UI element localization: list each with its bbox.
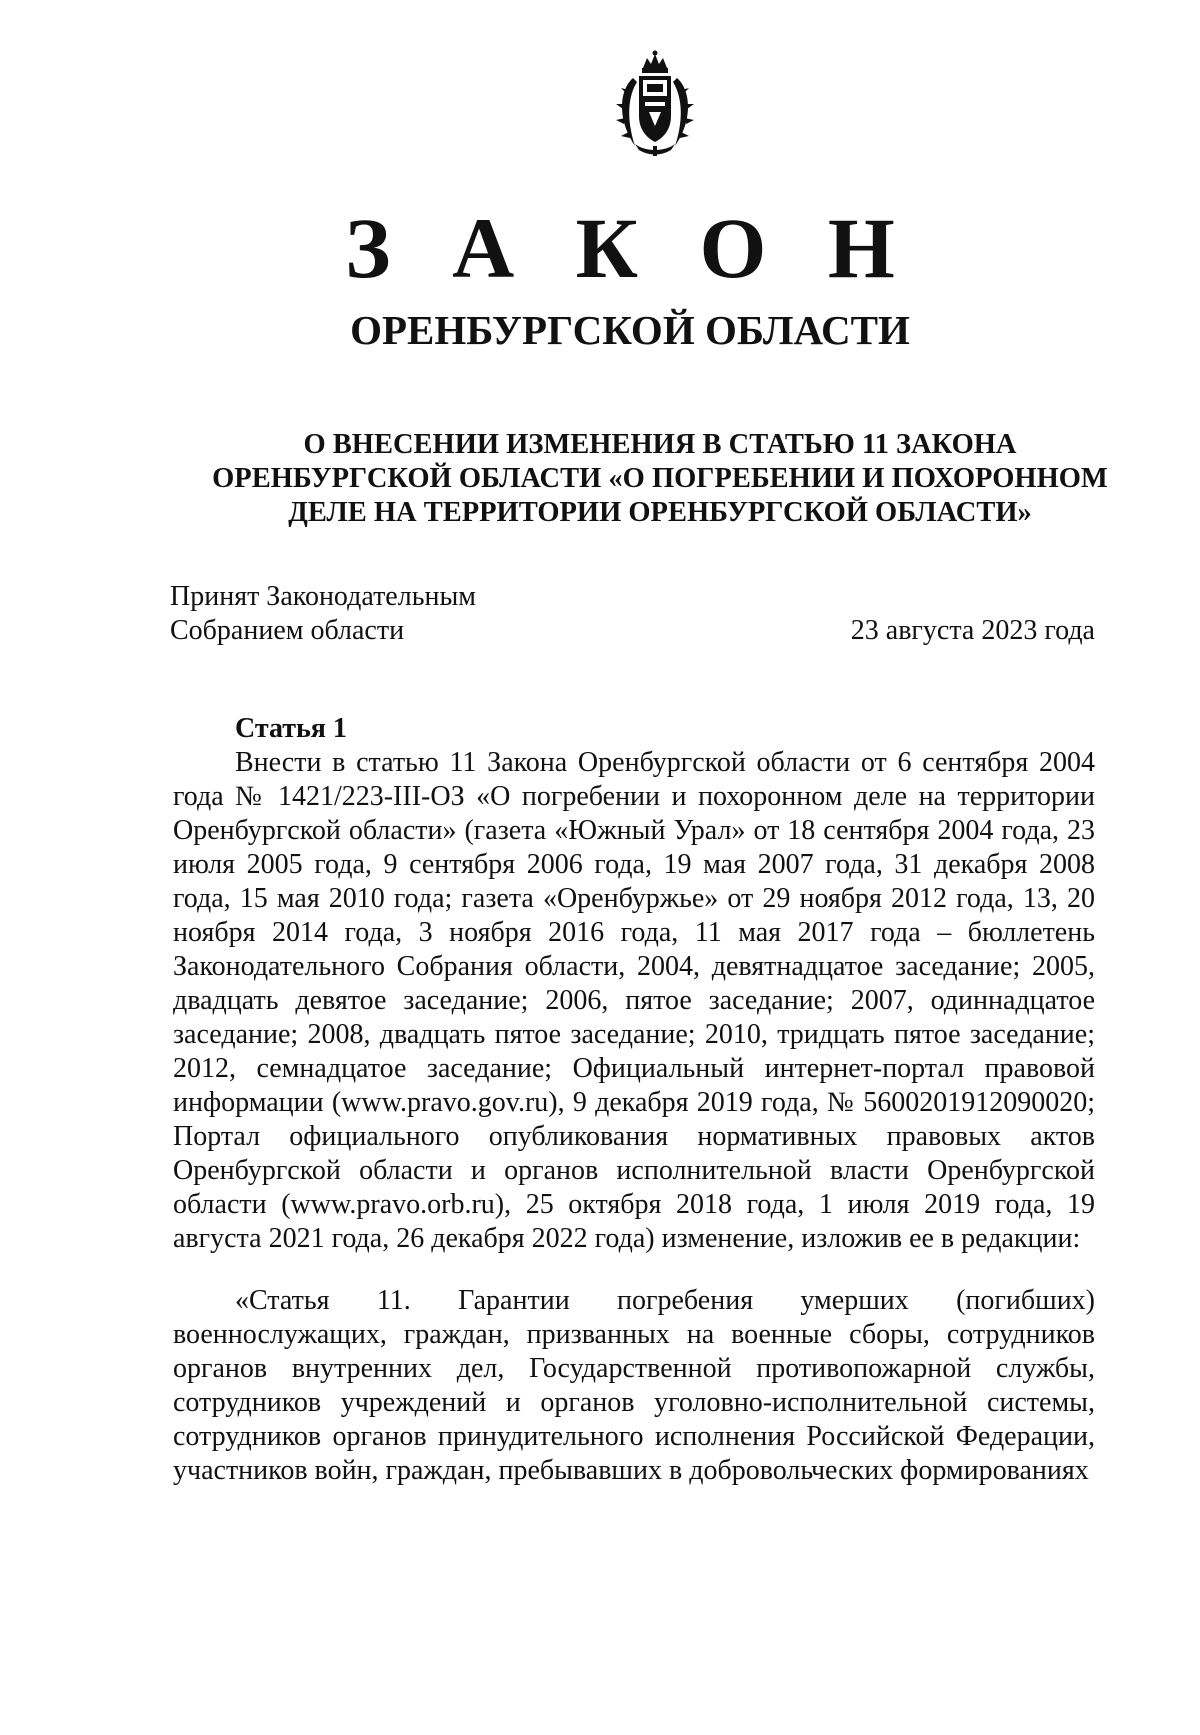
region-title: ОРЕНБУРГСКОЙ ОБЛАСТИ: [350, 307, 910, 353]
article-title: Статья 1: [235, 713, 347, 744]
document-type-title: З А К О Н: [345, 200, 915, 296]
article-paragraph: [173, 1284, 1095, 1488]
law-heading-line: ДЕЛЕ НА ТЕРРИТОРИИ ОРЕНБУРГСКОЙ ОБЛАСТИ»: [288, 497, 1032, 528]
law-heading-line: О ВНЕСЕНИИ ИЗМЕНЕНИЯ В СТАТЬЮ 11 ЗАКОНА: [303, 429, 1017, 460]
adoption-body: [170, 580, 476, 648]
law-heading-line: ОРЕНБУРГСКОЙ ОБЛАСТИ «О ПОГРЕБЕНИИ И ПОХОРОННОМ: [212, 463, 1108, 494]
law-heading: [150, 428, 1170, 530]
adoption-line-2: Собранием области: [170, 615, 405, 646]
coat-of-arms-icon: [605, 50, 705, 158]
adoption-line-1: Принят Законодательным: [170, 581, 476, 612]
adoption-date: 23 августа 2023 года: [850, 615, 1095, 646]
article-paragraph-text: Внести в статью 11 Закона Оренбургской области от 6 сентября 2004 года № 1421/223-III-ОЗ «О погребении и похоронном деле на территории Оренбургской области» (газета «Южный Урал» от 18 сентября 2004 года, 23 июля 2005 года, 9 сентября 2006 года, 19 мая 2007 года, 31 декабря 2008 года, 15 мая 2010 года; газета «Оренбуржье» от 29 ноября 2012 года, 13, 20 ноября 2014 года, 3 ноября 2016 года, 11 мая 2017 года – бюллетень Законодательного Собрания области, 2004, девятнадцатое заседание; 2005, двадцать девятое заседание; 2006, пятое заседание; 2007, одиннадцатое заседание; 2008, двадцать пятое заседание; 2010, тридцать пятое заседание; 2012, семнадцатое заседание; Официальный интернет-портал правовой информации (www.pravo.gov.ru), 9 декабря 2019 года, № 5600201912090020; Портал официального опубликования нормативных правовых актов Оренбургской области и органов исполнительной власти Оренбургской области (www.pravo.orb.ru), 25 октября 2018 года, 1 июля 2019 года, 19 августа 2021 года, 26 декабря 2022 года) изменение, изложив ее в редакции:: [173, 747, 1095, 1254]
article-paragraph-text: «Статья 11. Гарантии погребения умерших (погибших) военнослужащих, граждан, призванных на военные сборы, сотрудников органов внутренних дел, Государственной противопожарной службы, сотрудников учреждений и органов уголовно-исполнительной системы, сотрудников органов принудительного исполнения Российской Федерации, участников войн, граждан, пребывавших в добровольческих формированиях: [173, 1285, 1095, 1486]
article-paragraph: [173, 746, 1095, 1256]
